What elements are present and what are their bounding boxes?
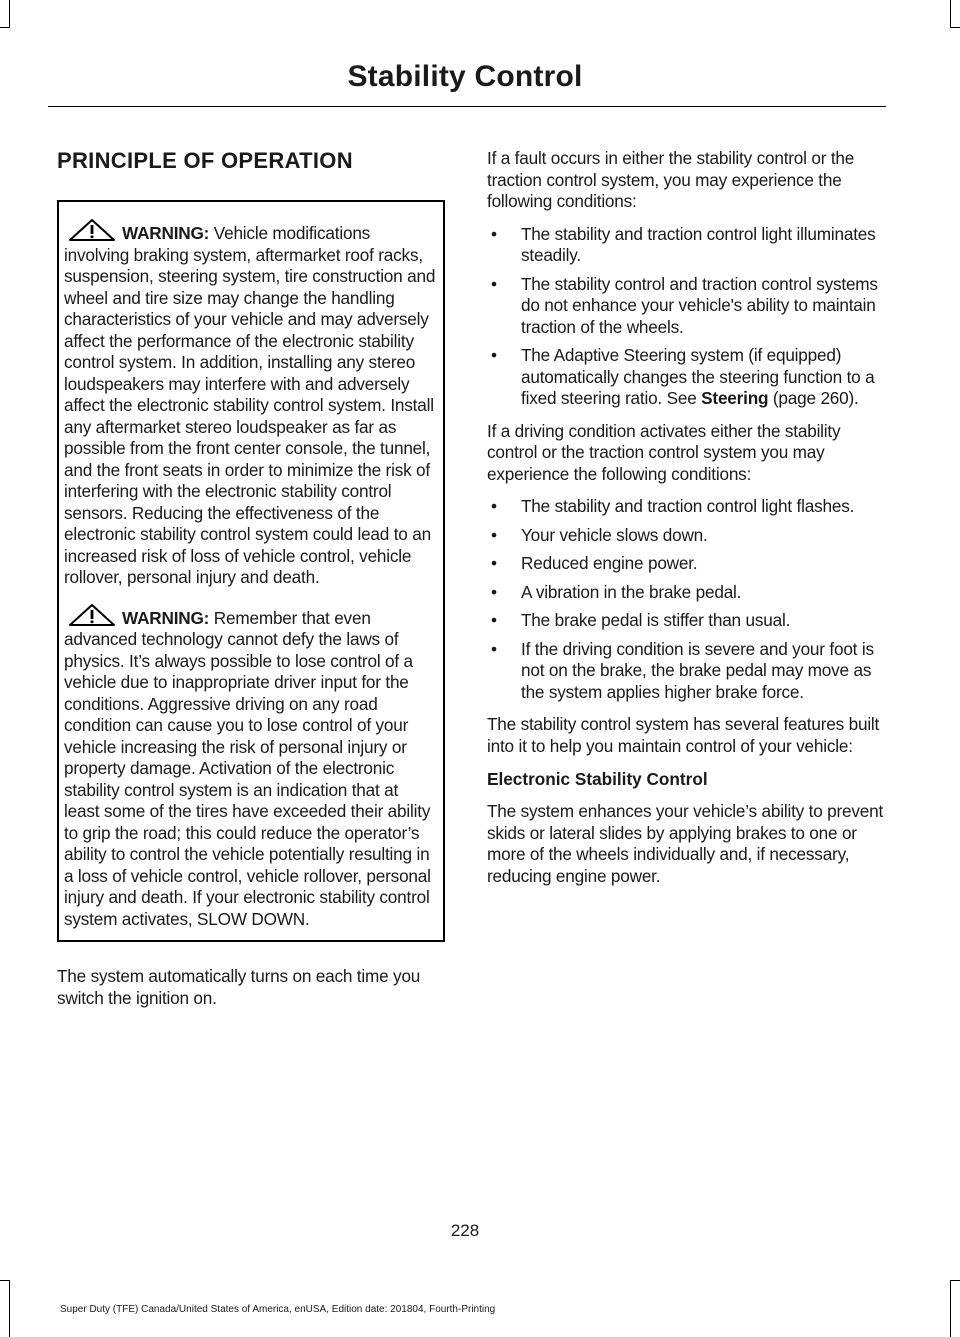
warning-text: Vehicle modifications involving braking system, aftermarket roof racks, suspension, steering system, tire construction and wheel and tire size may change the handling characteristics of your vehicle and may adversely affect the performance of the electronic stability control system. In addition, installing any stereo loudspeakers may interfere with and adversely affect the electronic stability control system. Install any aftermarket stereo loudspeaker as far as possible from the front center console, the tunnel, and the front seats in order to minimize the risk of interfering with the electronic stability control sensors. Reducing the effectiveness of the electronic stability control system could lead to an increased risk of loss of vehicle control, vehicle rollover, personal injury and death. [64,223,436,587]
warning-paragraph [64,218,437,589]
section-heading: PRINCIPLE OF OPERATION [57,148,353,173]
left-column [57,148,445,1009]
bullet-list [487,496,887,703]
crop-mark [950,1280,951,1337]
page-title: Stability Control [347,60,583,93]
warning-triangle-icon [64,603,120,627]
warning-text: Remember that even advanced technology cannot defy the laws of physics. It’s always possible to lose control of a vehicle due to inappropriate driver input for the conditions. Aggressive driving on any road condition can cause you to lose control of your vehicle increasing the risk of personal injury or property damage. Activation of the electronic stability control system is an indication that at least some of the tires have exceeded their ability to grip the road; this could reduce the operator’s ability to control the vehicle potentially resulting in a loss of vehicle control, vehicle rollover, personal injury and death. If your electronic stability control system activates, SLOW DOWN. [64,607,431,929]
paragraph: The system enhances your vehicle’s ability to prevent skids or lateral slides by applying brakes to one or more of the wheels individually and, if necessary, reducing engine power. [487,801,884,886]
subheading: Electronic Stability Control [487,769,708,789]
footer-text: Super Duty (TFE) Canada/United States of America, enUSA, Edition date: 201804, Fourth-Printing [60,1304,496,1315]
crop-mark [0,27,10,28]
warning-label: WARNING: [122,607,210,628]
crop-mark [9,1280,10,1337]
page-reference: (page 260). [768,388,859,408]
list-item: • The stability and traction control light illuminates steadily. [487,224,887,267]
header-divider [48,106,886,107]
crop-mark [0,1280,10,1281]
warning-paragraph [64,603,437,931]
crop-mark [950,0,951,28]
warning-label: WARNING: [122,223,210,243]
list-item: • The brake pedal is stiffer than usual. [487,610,887,632]
list-item: • The stability and traction control light flashes. [487,496,887,518]
page-number: 228 [450,1221,480,1240]
list-item: • Reduced engine power. [487,553,887,575]
right-column [487,148,887,887]
crop-mark [950,1280,960,1281]
paragraph: The stability control system has several features built into it to help you maintain control of your vehicle: [487,714,880,756]
list-item: • A vibration in the brake pedal. [487,582,887,604]
list-item-text: The Adaptive Steering system (if equipped) automatically changes the steering function to a fixed steering ratio. See [521,345,875,408]
warning-box [57,200,445,942]
crop-mark [950,27,960,28]
warning-triangle-icon [64,218,120,242]
list-item: • Your vehicle slows down. [487,525,887,547]
list-item: • The stability control and traction control systems do not enhance your vehicle's ability to maintain traction of the wheels. [487,274,887,339]
bullet-list [487,224,887,410]
steering-cross-reference: Steering [701,388,769,408]
paragraph: If a driving condition activates either the stability control or the traction control system you may experience the following conditions: [487,420,841,484]
list-item [487,345,887,410]
paragraph: The system automatically turns on each time you switch the ignition on. [57,966,421,1008]
paragraph: If a fault occurs in either the stability control or the traction control system, you may experience the following conditions: [487,148,855,211]
list-item: • If the driving condition is severe and your foot is not on the brake, the brake pedal may move as the system applies higher brake force. [487,639,887,704]
crop-mark [9,0,10,28]
